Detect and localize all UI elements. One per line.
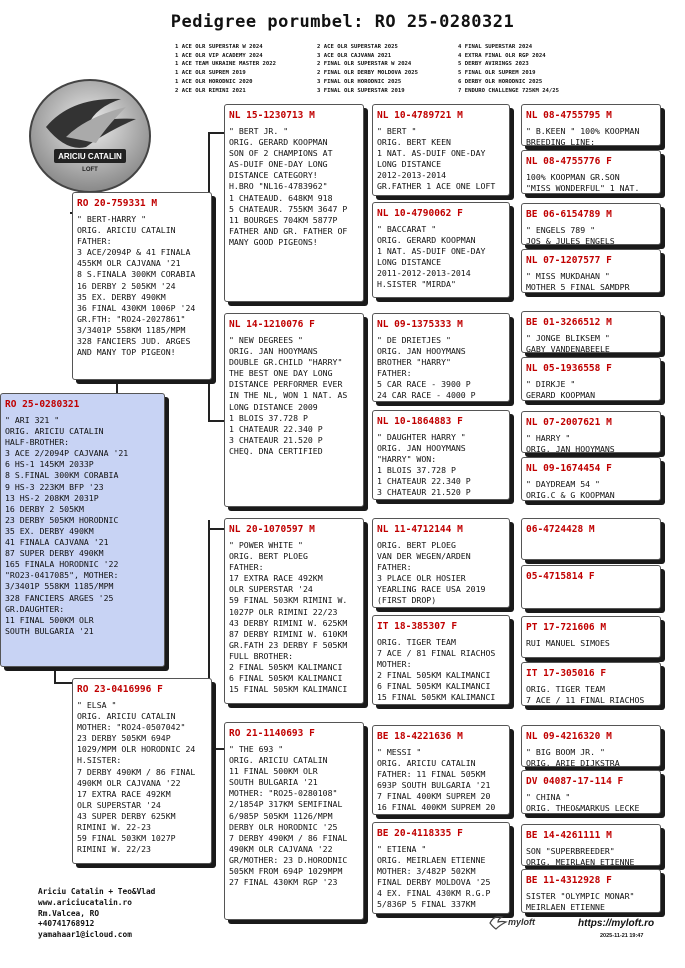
pigeon-info: " BERT-HARRY " ORIG. ARICIU CATALIN FATHER: 3 ACE/2094P & 41 FINALA 455KM OLR CAJVANA '21 8 S.FINALA 300KM CORABIA 16 DERBY 2 505KM '24 35 EX. DERBY 490KM 36 FINAL 430KM 1006P '24 GR.FTH: "RO24-2027861" 3/3401P 558KM 1185/MPM 328 FANCIERS JUD. ARGES AND MANY TOP PIGEON! — [77, 214, 196, 358]
pigeon-info: " MESSI " ORIG. ARICIU CATALIN FATHER: 11 FINAL 505KM 693P SOUTH BULGARIA '21 7 FINAL 400KM SUPREM 20 16 FINAL 400KM SUPREM 20 — [377, 747, 496, 813]
logo-text: ARICIU CATALIN — [58, 152, 122, 161]
pigeon-info: " BERT " ORIG. BERT KEEN 1 NAT. AS-DUIF ONE-DAY LONG DISTANCE 2012-2013-2014 GR.FATHER 1 ACE ONE LOFT — [377, 126, 496, 192]
pigeon-info: ORIG. TIGER TEAM 7 ACE / 81 FINAL RIACHOS MOTHER: 2 FINAL 505KM KALIMANCI 6 FINAL 505KM KALIMANCI 15 FINAL 505KM KALIMANCI — [377, 637, 496, 703]
pigeon-info: ORIG. TIGER TEAM 7 ACE / 11 FINAL RIACHOS — [526, 684, 645, 705]
pigeon-info: " ENGELS 789 " JOS & JULES ENGELS — [526, 225, 615, 245]
pigeon-info: ORIG. BERT PLOEG VAN DER WEGEN/ARDEN FATHER: 3 PLACE OLR HOSIER YEARLING RACE USA 2019 (FIRST DROP) — [377, 540, 486, 606]
pigeon-card-mff[interactable] — [372, 518, 510, 608]
ring-number: IT 17-305016 F — [526, 668, 607, 679]
ring-number: NL 09-1375333 M — [377, 319, 463, 330]
ring-number: NL 10-4790062 F — [377, 208, 463, 219]
pigeon-card-g1[interactable] — [521, 104, 661, 146]
pigeon-card-ff[interactable] — [224, 104, 364, 302]
pigeon-card-mother[interactable] — [72, 678, 212, 864]
pigeon-card-g7[interactable] — [521, 411, 661, 453]
pigeon-info: " ARI 321 " ORIG. ARICIU CATALIN HALF-BROTHER: 3 ACE 2/2094P CAJVANA '21 6 HS-1 145KM 2033P 8 S.FINAL 300KM CORABIA 9 HS-3 223KM BFP '23 13 HS-2 208KM 2031P 16 DERBY 2 505KM 23 DERBY 505KM HORODNIC 35 EX. DERBY 490KM 41 FINALA CAJVANA '21 87 SUPER DERBY 490KM 165 FINALA HORODNIC '22 "RO23-0417085", MOTHER: 3/3401P 558KM 1185/MPM 328 FANCIERS ARGES '25 GR.DAUGHTER: 11 FINAL 500KM OLR SOUTH BULGARIA '21 — [5, 415, 129, 636]
ring-number: NL 14-1210076 F — [229, 319, 315, 330]
pigeon-info: " BERT JR. " ORIG. GERARD KOOPMAN SON OF 2 CHAMPIONS AT AS-DUIF ONE-DAY LONG DISTANCE CATEGORY! H.BRO "NL16-4783962" 1 CHATEAUD. 648KM 918 5 CHATEAUR. 755KM 3647 P 11 BOURGES 704KM 5877P FATHER AND GR. FATHER OF MANY GOOD PIGEONS! — [229, 126, 348, 247]
pigeon-card-fmm[interactable] — [372, 410, 510, 500]
pigeon-card-g11[interactable] — [521, 616, 661, 658]
logo-subtext: LOFT — [82, 167, 98, 173]
pigeon-card-g13[interactable] — [521, 725, 661, 767]
ring-number: RO 20-759331 M — [77, 198, 158, 209]
owner-website[interactable]: www.ariciucatalin.ro — [38, 897, 132, 907]
pigeon-card-father[interactable] — [72, 192, 212, 380]
pigeon-info: " POWER WHITE " ORIG. BERT PLOEG FATHER: 17 EXTRA RACE 492KM OLR SUPERSTAR '24 59 FINAL 503KM RIMINI W. 1027P OLR RIMINI 22/23 43 DERBY RIMINI W. 625KM 87 DERBY RIMINI W. 610KM GR.FATH 23 DERBY F 505KM FULL BROTHER: 2 FINAL 505KM KALIMANCI 6 FINAL 505KM KALIMANCI 15 FINAL 505KM KALIMANCI — [229, 540, 348, 695]
ring-number: RO 25-0280321 — [5, 399, 80, 410]
pigeon-card-mmm[interactable] — [372, 822, 510, 914]
pigeon-info: " CHINA " ORIG. THEO&MARKUS LECKE — [526, 792, 640, 813]
pigeon-card-fm[interactable] — [224, 313, 364, 507]
pigeon-card-g14[interactable] — [521, 770, 661, 814]
owner-city: Rm.Valcea, RO — [38, 908, 100, 918]
pigeon-info: SON "SUPERBREEDER" ORIG. MEIRLAEN ETIENNE — [526, 846, 635, 866]
pigeon-info: " ELSA " ORIG. ARICIU CATALIN MOTHER: "RO24-0507042" 23 DERBY 505KM 694P 1029/MPM OLR HORODNIC 24 H.SISTER: 7 DERBY 490KM / 86 FINAL 490KM OLR CAJVANA '22 17 EXTRA RACE 492KM OLR SUPERSTAR '24 43 SUPER DERBY 625KM RIMINI W. 22-23 59 FINAL 503KM 1027P RIMINI W. 22/23 — [77, 700, 196, 855]
achievements-col2: 2 ACE OLR SUPERSTAR 2025 3 ACE OLR CAJVANA 2021 2 FINAL OLR SUPERSTAR W 2024 2 FINAL OLR DERBY MOLDOVA 2025 3 FINAL OLR HORODNIC 2025 3 FINAL OLR SUPERSTAR 2019 — [317, 44, 419, 94]
ring-number: RO 23-0416996 F — [77, 684, 163, 695]
pigeon-card-main[interactable] — [0, 393, 165, 667]
ring-number: 05-4715814 F — [526, 571, 595, 582]
pigeon-card-fmf[interactable] — [372, 313, 510, 402]
pigeon-info: " NEW DEGREES " ORIG. JAN HOOYMANS DOUBLE GR.CHILD "HARRY" THE BEST ONE DAY LONG DISTANCE PERFORMER EVER IN THE NL, WON 1 NAT. AS LONG DISTANCE 2009 1 BLOIS 37.728 P 1 CHATEAUR 22.340 P 3 CHATEAUR 21.520 P CHEQ. DNA CERTIFIED — [229, 335, 348, 456]
ring-number: BE 20-4118335 F — [377, 828, 463, 839]
pigeon-card-g9[interactable] — [521, 518, 661, 560]
ring-number: NL 10-4789721 M — [377, 110, 463, 121]
pigeon-info: " DE DRIETJES " ORIG. JAN HOOYMANS BROTHER "HARRY" FATHER: 5 CAR RACE - 3900 P 24 CAR RACE - 4000 P — [377, 335, 476, 401]
myloft-url[interactable]: https://myloft.ro — [578, 918, 655, 929]
pigeon-card-mfm[interactable] — [372, 615, 510, 705]
pigeon-info: " BIG BOOM JR. " ORIG. ARIE DIJKSTRA — [526, 747, 620, 767]
pigeon-info: " B.KEEN " 100% KOOPMAN BREEDING LINE: — [526, 126, 640, 146]
pigeon-info: RUI MANUEL SIMOES — [526, 638, 610, 648]
ring-number: RO 21-1140693 F — [229, 728, 315, 739]
ring-number: NL 11-4712144 M — [377, 524, 463, 535]
ring-number: BE 06-6154789 M — [526, 209, 612, 220]
owner-name: Ariciu Catalin + Teo&Vlad — [38, 887, 156, 896]
pigeon-info: SISTER "OLYMPIC MONAR" MEIRLAEN ETIENNE — [526, 891, 635, 912]
pigeon-card-mf[interactable] — [224, 518, 364, 704]
pigeon-card-g10[interactable] — [521, 565, 661, 609]
pigeon-card-g6[interactable] — [521, 357, 661, 401]
pigeon-card-mmf[interactable] — [372, 725, 510, 815]
achievements-col3: 4 FINAL SUPERSTAR 2024 4 EXTRA FINAL OLR RGP 2024 5 DERBY AVIRINGS 2023 5 FINAL OLR SUPREM 2019 6 DERBY OLR HORODNIC 2025 7 ENDURO CHALLENGE 725KM 24/25 — [458, 44, 560, 94]
pigeon-info: " HARRY " ORIG. JAN HOOYMANS — [526, 433, 615, 453]
owner-contact — [38, 887, 155, 941]
pigeon-info: " JONGE BLIKSEM " GABY VANDENABEELE — [526, 333, 610, 353]
pigeon-info: " MISS MUKDAHAN " MOTHER 5 FINAL SAMDPR — [526, 271, 630, 292]
pigeon-info: " THE 693 " ORIG. ARICIU CATALIN 11 FINAL 500KM OLR SOUTH BULGARIA '21 MOTHER: "RO25-0280108" 2/1854P 317KM SEMIFINAL 6/985P 505KM 1126/MPM DERBY OLR HORODNIC '25 7 DERBY 490KM / 86 FINAL 490KM OLR CAJVANA '22 GR/MOTHER: 23 D.HORODNIC 505KM FROM 694P 1029MPM 27 FINAL 430KM RGP '23 — [229, 744, 348, 888]
ring-number: BE 18-4221636 M — [377, 731, 463, 742]
pigeon-info: 100% KOOPMAN GR.SON "MISS WONDERFUL" 1 NAT. — [526, 172, 640, 193]
ring-number: NL 07-2007621 M — [526, 417, 612, 428]
pigeon-card-ffm[interactable] — [372, 202, 510, 298]
pigeon-info: " DIRKJE " GERARD KOOPMAN — [526, 379, 596, 400]
pigeon-info: " DAYDREAM 54 " ORIG.C & G KOOPMAN — [526, 479, 615, 500]
pigeon-icon — [488, 913, 508, 931]
owner-email[interactable]: yamahaar1@icloud.com — [38, 930, 132, 940]
achievements-col1: 1 ACE OLR SUPERSTAR W 2024 1 ACE OLR VIP ACADEMY 2024 1 ACE TEAM UKRAINE MASTER 2022 1 ACE OLR SUPREM 2019 1 ACE OLR HORODNIC 2020 2 ACE OLR RIMINI 2021 — [175, 44, 277, 94]
pigeon-card-g12[interactable] — [521, 662, 661, 706]
pigeon-card-g16[interactable] — [521, 869, 661, 913]
pigeon-card-g3[interactable] — [521, 203, 661, 245]
ring-number: IT 18-385307 F — [377, 621, 458, 632]
ring-number: BE 11-4312928 F — [526, 875, 612, 886]
ring-number: NL 09-1674454 F — [526, 463, 612, 474]
ring-number: 06-4724428 M — [526, 524, 595, 535]
pigeon-card-mm[interactable] — [224, 722, 364, 920]
ring-number: NL 10-1864883 F — [377, 416, 463, 427]
pigeon-card-g15[interactable] — [521, 824, 661, 866]
pigeon-card-g8[interactable] — [521, 457, 661, 501]
ring-number: NL 15-1230713 M — [229, 110, 315, 121]
page-title: Pedigree porumbel: RO 25-0280321 — [170, 12, 515, 32]
ring-number: PT 17-721606 M — [526, 622, 607, 633]
ring-number: NL 08-4755795 M — [526, 110, 612, 121]
ring-number: NL 05-1936558 F — [526, 363, 612, 374]
ring-number: NL 09-4216320 M — [526, 731, 612, 742]
pigeon-info: " DAUGHTER HARRY " ORIG. JAN HOOYMANS "HARRY" WON: 1 BLOIS 37.728 P 1 CHATEAUR 22.340 P 3 CHATEAUR 21.520 P — [377, 432, 471, 498]
ring-number: NL 08-4755776 F — [526, 156, 612, 167]
myloft-logo: myloft — [508, 917, 535, 927]
pigeon-card-g2[interactable] — [521, 150, 661, 194]
pigeon-card-fff[interactable] — [372, 104, 510, 196]
pigeon-info: " ETIENA " ORIG. MEIRLAEN ETIENNE MOTHER: 3/482P 502KM FINAL DERBY MOLDOVA '25 4 EX. FINAL 430KM R.G.P 5/836P 5 FINAL 337KM — [377, 844, 491, 910]
ring-number: DV 04087-17-114 F — [526, 776, 624, 787]
ring-number: NL 07-1207577 F — [526, 255, 612, 266]
ring-number: BE 14-4261111 M — [526, 830, 612, 841]
pigeon-card-g4[interactable] — [521, 249, 661, 293]
pigeon-info: " BACCARAT " ORIG. GERARD KOOPMAN 1 NAT. AS-DUIF ONE-DAY LONG DISTANCE 2011-2012-2013-2014 H.SISTER "MIRDA" — [377, 224, 486, 290]
loft-logo — [26, 77, 154, 195]
pigeon-card-g5[interactable] — [521, 311, 661, 353]
ring-number: NL 20-1070597 M — [229, 524, 315, 535]
print-date: 2025-11-21 19:47 — [600, 933, 644, 939]
ring-number: BE 01-3266512 M — [526, 317, 612, 328]
owner-phone: +40741768912 — [38, 919, 95, 929]
